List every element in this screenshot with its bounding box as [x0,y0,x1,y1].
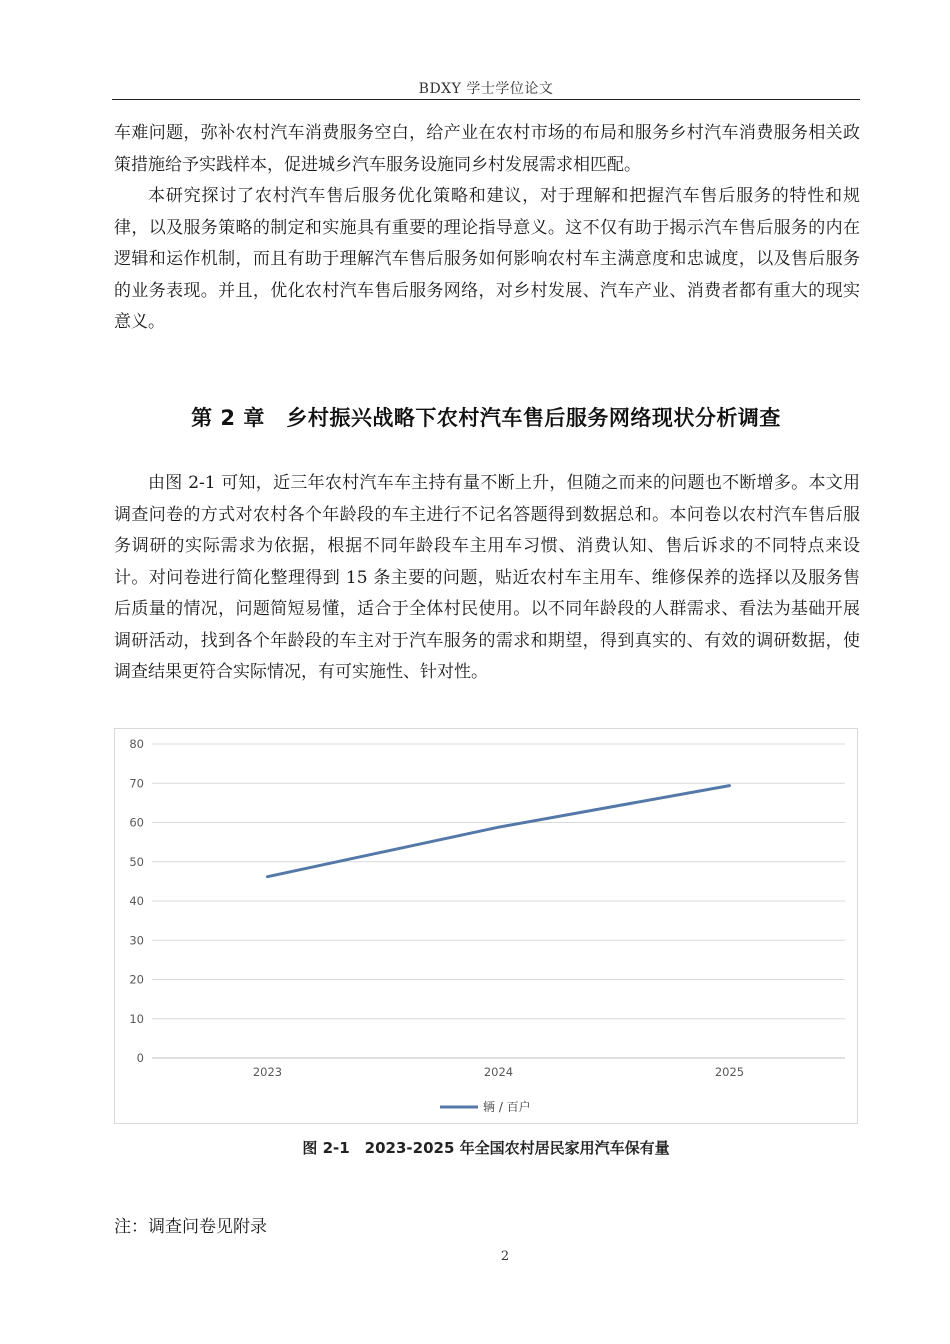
paragraph-continuation: 车难问题，弥补农村汽车消费服务空白，给产业在农村市场的布局和服务乡村汽车消费服务相关政策措施给予实践样本，促进城乡汽车服务设施同乡村发展需求相匹配。 [114,123,860,175]
x-tick-label: 2025 [714,1065,745,1079]
appendix-note: 注：调查问卷见附录 [114,1217,267,1237]
y-tick-label: 50 [129,854,144,869]
y-tick-label: 40 [129,894,144,908]
running-header: BDXY 学士学位论文 [418,81,554,97]
line-chart [115,729,857,1123]
y-tick-label: 30 [129,933,144,948]
y-tick-label: 0 [136,1051,144,1065]
y-tick-label: 20 [129,972,144,987]
paragraph-research-significance: 本研究探讨了农村汽车售后服务优化策略和建议，对于理解和把握汽车售后服务的特性和规律，以及服务策略的制定和实施具有重要的理论指导意义。这不仅有助于揭示汽车售后服务的内在逻辑和运作机制，而且有助于理解汽车售后服务如何影响农村车主满意度和忠诚度，以及售后服务的业务表现。并且，优化农村汽车售后服务网络，对乡村发展、汽车产业、消费者都有重大的现实意义。 [114,186,860,332]
y-tick-label: 10 [129,1011,144,1026]
chapter-heading: 第 2 章 乡村振兴战略下农村汽车售后服务网络现状分析调查 [191,406,781,430]
legend-label: 辆 / 百户 [483,1100,531,1114]
figure-caption: 图 2-1 2023-2025 年全国农村居民家用汽车保有量 [302,1139,670,1157]
y-tick-label: 60 [129,815,144,830]
y-tick-label: 80 [129,737,144,751]
chart-container [114,728,858,1124]
header-divider [112,99,860,100]
page-number: 2 [500,1249,510,1264]
x-tick-label: 2024 [483,1065,514,1079]
y-tick-label: 70 [129,776,144,791]
series-line [268,786,730,877]
paragraph-survey-intro: 由图 2-1 可知，近三年农村汽车车主持有量不断上升，但随之而来的问题也不断增多。本文用调查问卷的方式对农村各个年龄段的车主进行不记名答题得到数据总和。本问卷以农村汽车售后服务调研的实际需求为依据，根据不同年龄段车主用车习惯、消费认知、售后诉求的不同特点来设计。对问卷进行简化整理得到 15 条主要的问题，贴近农村车主用车、维修保养的选择以及服务售后质量的情况，问题简短易懂，适合于全体村民使用。以不同年龄段的人群需求、看法为基础开展调研活动，找到各个年龄段的车主对于汽车服务的需求和期望，得到真实的、有效的调研数据，使调查结果更符合实际情况，有可实施性、针对性。 [114,473,860,682]
x-tick-label: 2023 [252,1065,283,1079]
